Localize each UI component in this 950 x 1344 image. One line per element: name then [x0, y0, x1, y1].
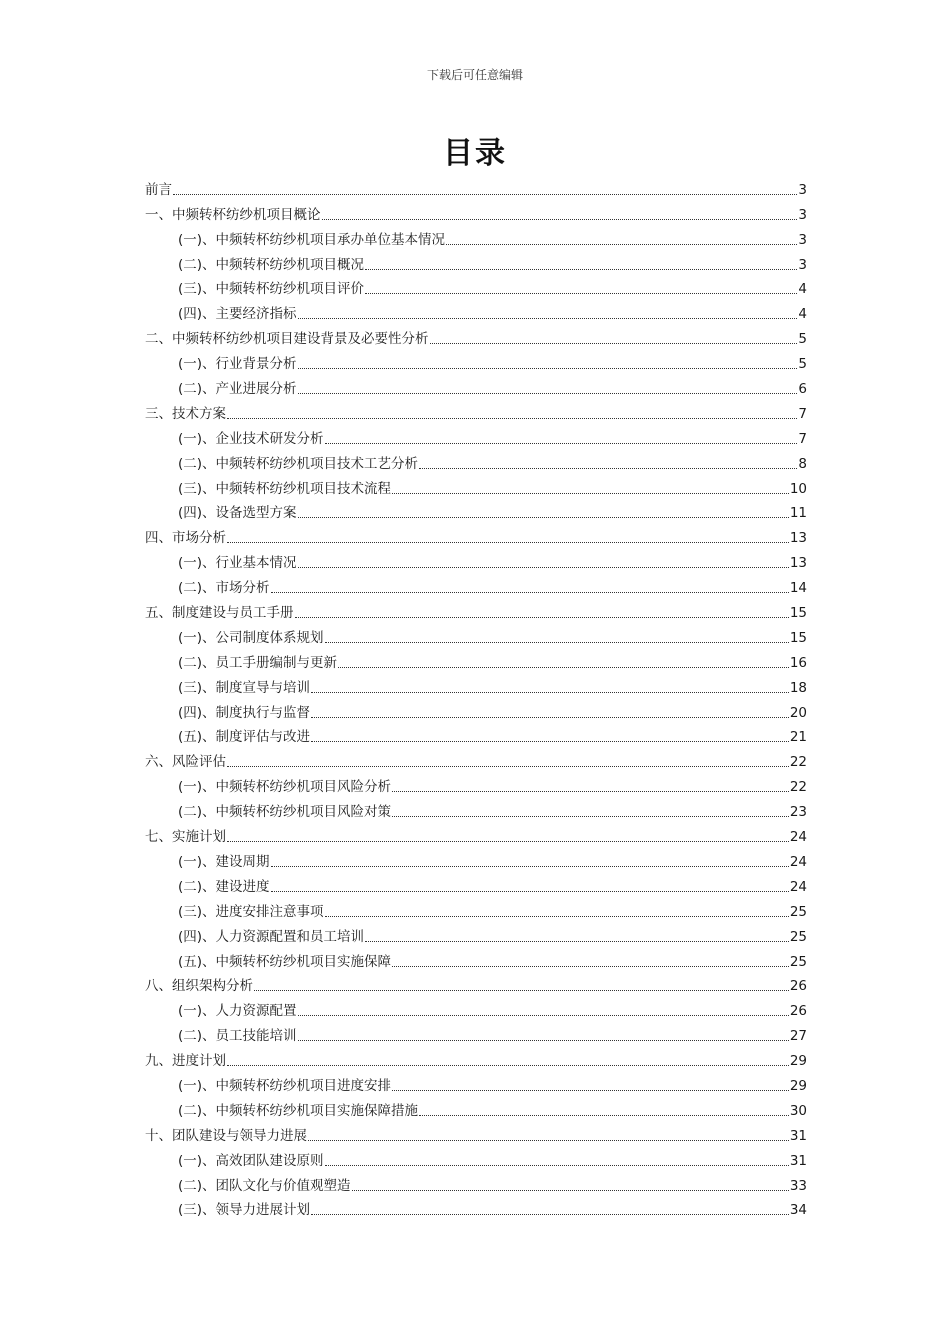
toc-entry-label: (四)、设备选型方案	[178, 505, 297, 522]
toc-entry-label: (二)、员工手册编制与更新	[178, 654, 338, 671]
toc-dot-leader	[392, 966, 789, 967]
toc-dot-leader	[419, 468, 797, 469]
toc-dot-leader	[298, 318, 798, 319]
toc-entry[interactable]	[145, 325, 807, 350]
toc-dot-leader	[308, 1140, 789, 1141]
toc-entry-page-number: 25	[789, 953, 807, 970]
toc-entry[interactable]	[145, 475, 807, 500]
toc-entry-page-number: 23	[789, 804, 807, 821]
toc-dot-leader	[322, 219, 798, 220]
toc-entry[interactable]	[145, 176, 807, 201]
toc-entry-label: (一)、建设周期	[178, 853, 270, 870]
toc-entry[interactable]	[145, 425, 807, 450]
toc-entry-label: (二)、中频转杯纺纱机项目风险对策	[178, 804, 392, 821]
toc-entry-label: (二)、员工技能培训	[178, 1028, 297, 1045]
toc-entry-page-number: 6	[798, 381, 807, 398]
toc-entry-label: (一)、高效团队建设原则	[178, 1152, 324, 1169]
toc-entry-page-number: 21	[789, 729, 807, 746]
toc-dot-leader	[173, 194, 797, 195]
toc-entry[interactable]	[145, 500, 807, 525]
toc-entry-label: (三)、中频转杯纺纱机项目评价	[178, 281, 365, 298]
toc-dot-leader	[271, 891, 789, 892]
toc-entry-label: (三)、领导力进展计划	[178, 1202, 311, 1219]
toc-dot-leader	[365, 269, 797, 270]
toc-dot-leader	[298, 368, 798, 369]
toc-entry-page-number: 30	[789, 1102, 807, 1119]
toc-entry-page-number: 5	[798, 356, 807, 373]
toc-dot-leader	[338, 667, 789, 668]
toc-entry[interactable]	[145, 375, 807, 400]
toc-dot-leader	[298, 517, 789, 518]
toc-entry-page-number: 10	[789, 480, 807, 497]
toc-entry-label: (四)、人力资源配置和员工培训	[178, 928, 365, 945]
toc-entry-page-number: 27	[789, 1028, 807, 1045]
toc-entry-page-number: 31	[789, 1127, 807, 1144]
toc-entry[interactable]	[145, 524, 807, 549]
toc-entry-label: (二)、建设进度	[178, 878, 270, 895]
toc-entry-page-number: 3	[798, 256, 807, 273]
toc-entry[interactable]	[145, 201, 807, 226]
toc-entry-label: (五)、中频转杯纺纱机项目实施保障	[178, 953, 392, 970]
toc-entry[interactable]	[145, 674, 807, 699]
toc-entry-page-number: 15	[789, 605, 807, 622]
toc-entry-label: (二)、中频转杯纺纱机项目概况	[178, 256, 365, 273]
toc-entry-label: (一)、中频转杯纺纱机项目风险分析	[178, 779, 392, 796]
toc-dot-leader	[311, 741, 789, 742]
toc-entry-page-number: 11	[789, 505, 807, 522]
toc-dot-leader	[392, 791, 789, 792]
page-title: 目录	[443, 136, 507, 171]
toc-entry-page-number: 33	[789, 1177, 807, 1194]
toc-entry-label: 九、进度计划	[145, 1053, 226, 1070]
toc-entry[interactable]	[145, 549, 807, 574]
toc-entry-label: (二)、市场分析	[178, 580, 270, 597]
toc-dot-leader	[298, 1040, 789, 1041]
toc-entry-label: (二)、产业进展分析	[178, 381, 297, 398]
toc-dot-leader	[311, 717, 789, 718]
toc-dot-leader	[298, 1015, 789, 1016]
toc-dot-leader	[298, 567, 789, 568]
toc-entry[interactable]	[145, 848, 807, 873]
toc-entry-page-number: 4	[798, 281, 807, 298]
toc-dot-leader	[271, 866, 789, 867]
toc-entry-page-number: 29	[789, 1053, 807, 1070]
toc-entry-label: 二、中频转杯纺纱机项目建设背景及必要性分析	[145, 331, 429, 348]
toc-entry-page-number: 4	[798, 306, 807, 323]
toc-entry-label: (三)、进度安排注意事项	[178, 903, 324, 920]
toc-entry-page-number: 31	[789, 1152, 807, 1169]
toc-entry-page-number: 24	[789, 829, 807, 846]
page-header: 下载后可任意编辑	[426, 68, 523, 82]
toc-entry-label: (二)、中频转杯纺纱机项目技术工艺分析	[178, 455, 419, 472]
toc-dot-leader	[325, 642, 789, 643]
toc-dot-leader	[227, 542, 789, 543]
toc-entry-page-number: 22	[789, 754, 807, 771]
toc-dot-leader	[419, 1115, 789, 1116]
toc-dot-leader	[295, 617, 789, 618]
toc-entry-label: (一)、行业基本情况	[178, 555, 297, 572]
toc-entry-page-number: 15	[789, 629, 807, 646]
toc-entry-label: 三、技术方案	[145, 405, 226, 422]
toc-entry[interactable]	[145, 748, 807, 773]
toc-entry-label: (五)、制度评估与改进	[178, 729, 311, 746]
toc-entry-label: 十、团队建设与领导力进展	[145, 1127, 307, 1144]
toc-entry[interactable]	[145, 450, 807, 475]
toc-entry-page-number: 14	[789, 580, 807, 597]
toc-entry[interactable]	[145, 599, 807, 624]
toc-entry-page-number: 3	[798, 231, 807, 248]
toc-entry-page-number: 18	[789, 679, 807, 696]
toc-entry-label: 六、风险评估	[145, 754, 226, 771]
toc-entry[interactable]	[145, 1197, 807, 1222]
toc-dot-leader	[392, 816, 789, 817]
toc-entry-label: 前言	[145, 181, 172, 198]
toc-entry[interactable]	[145, 898, 807, 923]
toc-entry-page-number: 3	[798, 206, 807, 223]
toc-entry[interactable]	[145, 873, 807, 898]
toc-dot-leader	[325, 1165, 789, 1166]
toc-entry[interactable]	[145, 773, 807, 798]
toc-entry-label: (四)、制度执行与监督	[178, 704, 311, 721]
toc-entry-page-number: 16	[789, 654, 807, 671]
toc-entry-label: (一)、行业背景分析	[178, 356, 297, 373]
toc-entry-page-number: 8	[798, 455, 807, 472]
toc-entry-label: (二)、中频转杯纺纱机项目实施保障措施	[178, 1102, 419, 1119]
toc-dot-leader	[325, 916, 789, 917]
toc-entry-label: (四)、主要经济指标	[178, 306, 297, 323]
toc-dot-leader	[227, 841, 789, 842]
toc-entry-label: (一)、公司制度体系规划	[178, 629, 324, 646]
toc-entry[interactable]	[145, 724, 807, 749]
toc-entry-page-number: 24	[789, 878, 807, 895]
toc-entry-page-number: 20	[789, 704, 807, 721]
toc-entry-page-number: 13	[789, 555, 807, 572]
toc-entry[interactable]	[145, 1147, 807, 1172]
toc-entry[interactable]	[145, 973, 807, 998]
toc-entry-label: (二)、团队文化与价值观塑造	[178, 1177, 351, 1194]
toc-entry[interactable]	[145, 923, 807, 948]
toc-entry-page-number: 24	[789, 853, 807, 870]
toc-entry[interactable]	[145, 1122, 807, 1147]
toc-entry-page-number: 13	[789, 530, 807, 547]
toc-dot-leader	[430, 343, 798, 344]
toc-dot-leader	[365, 293, 797, 294]
toc-entry[interactable]	[145, 1097, 807, 1122]
toc-entry[interactable]	[145, 649, 807, 674]
toc-entry-page-number: 26	[789, 978, 807, 995]
toc-entry-page-number: 26	[789, 1003, 807, 1020]
toc-entry-page-number: 25	[789, 903, 807, 920]
toc-entry-page-number: 7	[798, 430, 807, 447]
toc-entry[interactable]	[145, 699, 807, 724]
toc-dot-leader	[365, 941, 789, 942]
toc-entry-label: 四、市场分析	[145, 530, 226, 547]
toc-entry-page-number: 3	[798, 181, 807, 198]
toc-dot-leader	[227, 418, 797, 419]
toc-entry[interactable]	[145, 948, 807, 973]
toc-entry-label: (一)、中频转杯纺纱机项目进度安排	[178, 1077, 392, 1094]
toc-entry[interactable]	[145, 1047, 807, 1072]
toc-dot-leader	[325, 443, 798, 444]
toc-entry-label: 八、组织架构分析	[145, 978, 253, 995]
toc-entry-page-number: 22	[789, 779, 807, 796]
toc-entry-label: (三)、中频转杯纺纱机项目技术流程	[178, 480, 392, 497]
toc-entry[interactable]	[145, 350, 807, 375]
toc-entry-page-number: 5	[798, 331, 807, 348]
toc-dot-leader	[271, 592, 789, 593]
toc-entry-page-number: 25	[789, 928, 807, 945]
toc-entry[interactable]	[145, 1172, 807, 1197]
toc-dot-leader	[227, 766, 789, 767]
toc-entry[interactable]	[145, 1072, 807, 1097]
toc-entry-label: (一)、人力资源配置	[178, 1003, 297, 1020]
toc-entry[interactable]	[145, 226, 807, 251]
toc-entry[interactable]	[145, 624, 807, 649]
toc-dot-leader	[227, 1065, 789, 1066]
toc-entry[interactable]	[145, 997, 807, 1022]
toc-entry-page-number: 29	[789, 1077, 807, 1094]
toc-entry[interactable]	[145, 1022, 807, 1047]
toc-dot-leader	[254, 990, 789, 991]
toc-dot-leader	[446, 244, 797, 245]
table-of-contents	[145, 176, 807, 1221]
toc-entry[interactable]	[145, 574, 807, 599]
toc-dot-leader	[298, 393, 798, 394]
toc-entry-page-number: 34	[789, 1202, 807, 1219]
toc-entry-label: (一)、企业技术研发分析	[178, 430, 324, 447]
toc-entry-label: 七、实施计划	[145, 829, 226, 846]
toc-entry-label: 一、中频转杯纺纱机项目概论	[145, 206, 321, 223]
toc-dot-leader	[352, 1190, 789, 1191]
toc-entry[interactable]	[145, 276, 807, 301]
toc-dot-leader	[392, 1090, 789, 1091]
toc-dot-leader	[311, 692, 789, 693]
toc-entry[interactable]	[145, 251, 807, 276]
toc-entry-label: (三)、制度宣导与培训	[178, 679, 311, 696]
toc-entry[interactable]	[145, 400, 807, 425]
toc-entry[interactable]	[145, 300, 807, 325]
toc-entry[interactable]	[145, 823, 807, 848]
toc-dot-leader	[392, 493, 789, 494]
toc-entry-page-number: 7	[798, 405, 807, 422]
toc-entry-label: 五、制度建设与员工手册	[145, 605, 294, 622]
toc-dot-leader	[311, 1214, 789, 1215]
toc-entry-label: (一)、中频转杯纺纱机项目承办单位基本情况	[178, 231, 446, 248]
toc-entry[interactable]	[145, 798, 807, 823]
